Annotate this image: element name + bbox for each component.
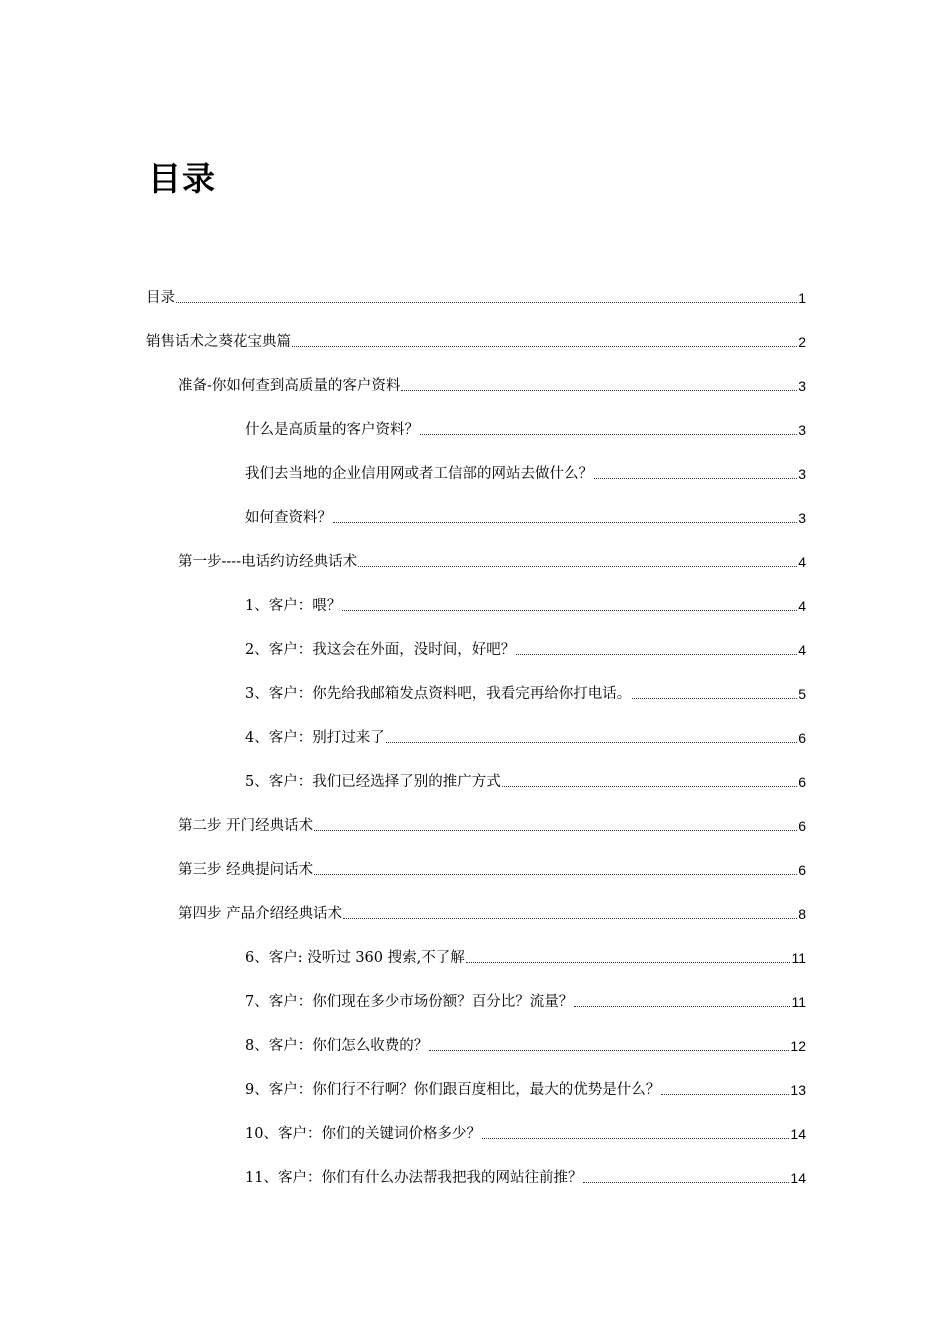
- toc-dot-leader: [466, 962, 791, 963]
- toc-page-number: 1: [798, 290, 806, 306]
- toc-dot-leader: [386, 742, 797, 743]
- toc-entry[interactable]: [245, 680, 806, 704]
- toc-dot-leader: [661, 1094, 789, 1095]
- toc-entry-title: 3、客户：你先给我邮箱发点资料吧，我看完再给你打电话。: [245, 686, 632, 702]
- toc-entry-title: 2、客户：我这会在外面，没时间，好吧？: [245, 642, 516, 658]
- toc-entry-title: 11、客户：你们有什么办法帮我把我的网站往前推？: [245, 1170, 583, 1186]
- toc-dot-leader: [482, 1138, 789, 1139]
- toc-entry[interactable]: [146, 328, 806, 352]
- toc-entry-title: 第一步----电话约访经典话术: [178, 554, 358, 570]
- page-title: 目录: [148, 159, 216, 198]
- toc-entry-title: 8、客户：你们怎么收费的？: [245, 1038, 429, 1054]
- toc-entry[interactable]: [245, 592, 806, 616]
- toc-page-number: 6: [798, 730, 806, 746]
- toc-page-number: 3: [798, 378, 806, 394]
- toc-entry[interactable]: [245, 1032, 806, 1056]
- toc-entry[interactable]: [178, 812, 806, 836]
- toc-entry-title: 第四步 产品介绍经典话术: [178, 906, 343, 922]
- toc-entry-title: 6、客户: 没听过 360 搜索,不了解: [245, 950, 465, 966]
- toc-entry[interactable]: [178, 900, 806, 924]
- toc-entry[interactable]: [245, 944, 806, 968]
- toc-entry[interactable]: [178, 372, 806, 396]
- toc-dot-leader: [401, 390, 797, 391]
- toc-page-number: 4: [798, 598, 806, 614]
- toc-entry-title: 4、客户：别打过来了: [245, 730, 385, 746]
- toc-dot-leader: [342, 610, 797, 611]
- toc-entry-title: 1、客户：喂？: [245, 598, 342, 614]
- toc-entry[interactable]: [245, 1076, 806, 1100]
- toc-page-number: 4: [798, 554, 806, 570]
- toc-entry[interactable]: [245, 636, 806, 660]
- toc-dot-leader: [314, 874, 797, 875]
- toc-entry-title: 如何查资料？: [245, 510, 332, 526]
- toc-entry[interactable]: [245, 1164, 806, 1188]
- toc-page-number: 6: [798, 862, 806, 878]
- toc-entry-title: 5、客户：我们已经选择了别的推广方式: [245, 774, 501, 790]
- toc-dot-leader: [292, 346, 797, 347]
- toc-dot-leader: [574, 1006, 790, 1007]
- toc-dot-leader: [333, 522, 797, 523]
- toc-entry[interactable]: [245, 1120, 806, 1144]
- toc-entry-title: 第三步 经典提问话术: [178, 862, 314, 878]
- toc-dot-leader: [583, 1182, 789, 1183]
- toc-entry[interactable]: [178, 856, 806, 880]
- toc-page-number: 13: [790, 1082, 806, 1098]
- toc-entry-title: 我们去当地的企业信用网或者工信部的网站去做什么？: [245, 466, 593, 482]
- toc-dot-leader: [502, 786, 797, 787]
- toc-page-number: 12: [790, 1038, 806, 1054]
- toc-entry-title: 7、客户：你们现在多少市场份额？百分比？流量？: [245, 994, 574, 1010]
- toc-page-number: 14: [790, 1126, 806, 1142]
- toc-page-number: 3: [798, 510, 806, 526]
- toc-dot-leader: [516, 654, 797, 655]
- toc-entry-title: 10、客户：你们的关键词价格多少？: [245, 1126, 481, 1142]
- toc-entry[interactable]: [245, 768, 806, 792]
- toc-entry[interactable]: [245, 460, 806, 484]
- toc-page-number: 3: [798, 422, 806, 438]
- toc-entry[interactable]: [245, 416, 806, 440]
- toc-entry-title: 目录: [146, 290, 175, 306]
- toc-page-number: 11: [791, 950, 806, 966]
- toc-entry[interactable]: [245, 988, 806, 1012]
- toc-entry[interactable]: [146, 284, 806, 308]
- toc-entry[interactable]: [245, 504, 806, 528]
- toc-page-number: 4: [798, 642, 806, 658]
- toc-dot-leader: [429, 1050, 789, 1051]
- toc-entry-title: 什么是高质量的客户资料？: [245, 422, 419, 438]
- toc-page-number: 2: [798, 334, 806, 350]
- toc-dot-leader: [632, 698, 797, 699]
- toc-dot-leader: [343, 918, 797, 919]
- toc-page-number: 5: [798, 686, 806, 702]
- toc-page-number: 14: [790, 1170, 806, 1186]
- toc-entry-title: 准备-你如何查到高质量的客户资料: [178, 378, 401, 394]
- toc-page-number: 11: [791, 994, 806, 1010]
- toc-dot-leader: [314, 830, 797, 831]
- toc-page-number: 8: [798, 906, 806, 922]
- toc-page-number: 6: [798, 774, 806, 790]
- toc-dot-leader: [176, 302, 797, 303]
- toc-entry[interactable]: [245, 724, 806, 748]
- toc-page-number: 3: [798, 466, 806, 482]
- toc-page-number: 6: [798, 818, 806, 834]
- toc-dot-leader: [594, 478, 797, 479]
- toc-entry-title: 9、客户：你们行不行啊？你们跟百度相比，最大的优势是什么？: [245, 1082, 661, 1098]
- toc-entry-title: 第二步 开门经典话术: [178, 818, 314, 834]
- toc-dot-leader: [420, 434, 797, 435]
- toc-entry-title: 销售话术之葵花宝典篇: [146, 334, 291, 350]
- toc-dot-leader: [358, 566, 797, 567]
- toc-entry[interactable]: [178, 548, 806, 572]
